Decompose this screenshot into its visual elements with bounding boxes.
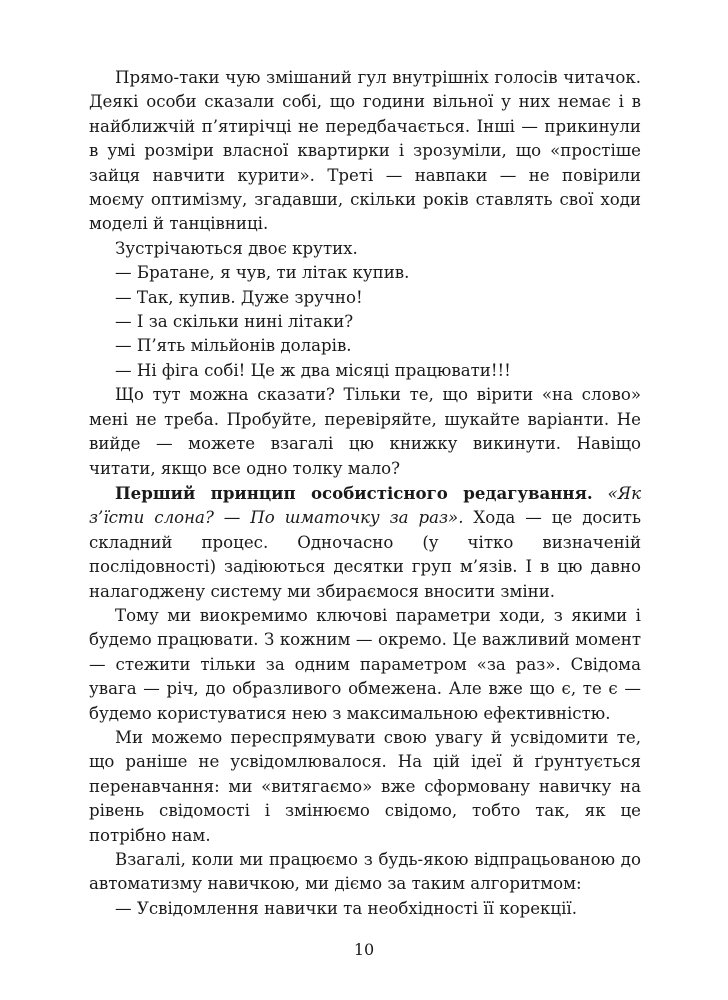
paragraph-first-principle xyxy=(89,481,641,604)
paragraph-try-it: Що тут можна сказати? Тільки те, що вірити «на слово» мені не треба. Пробуйте, перевіряйте, шукайте варіанти. Не вийде — можете взагалі цю книжку викинути. Навіщо читати, якщо все одно толку мало? xyxy=(89,385,641,478)
dialogue-line: — Так, купив. Дуже зручно! xyxy=(115,287,363,307)
paragraph-attention: Ми можемо переспрямувати свою увагу й усвідомити те, що раніше не усвідомлювалося. На цій ідеї й ґрунтується перенавчання: ми «витягаємо» вже сформовану навичку на рівень свідомості і змінюємо свідомо, тобто так, як це потрібно нам. xyxy=(89,727,641,845)
dialogue-line: — П’ять мільйонів доларів. xyxy=(115,336,352,356)
paragraph-joke-intro: Зустрічаються двоє крутих. xyxy=(115,238,358,258)
principle-heading: Перший принцип особистісного редагування. xyxy=(115,482,593,503)
dialogue-line: — Ні фіга собі! Це ж два місяці працювати!!! xyxy=(115,360,511,380)
paragraph-parameters: Тому ми виокремимо ключові параметри ходи, з якими і будемо працювати. З кожним — окремо. Це важливий момент — стежити тільки за одним параметром «за раз». Свідома увага — річ, до образливого обмежена. Але вже що є, те є — будемо користуватися нею з максимальною ефективністю. xyxy=(89,605,641,723)
page-number: 10 xyxy=(353,940,375,959)
principle-quote: «Як з’їсти слона? — По шматочку за раз». xyxy=(89,483,641,528)
principle-text: Хода — це досить складний процес. Одночасно (у чітко визначеній послідовності) задіюються десятки груп м’язів. І в цю давно налагоджену систему ми збираємося вносити зміни. xyxy=(89,508,641,601)
paragraph-step-one: — Усвідомлення навички та необхідності її корекції. xyxy=(115,898,577,918)
paragraph-algorithm: Взагалі, коли ми працюємо з будь-якою відпрацьованою до автоматизму навичкою, ми діємо за таким алгоритмом: xyxy=(89,850,641,894)
dialogue-line: — І за скільки нині літаки? xyxy=(115,312,354,332)
paragraph-intro: Прямо-таки чую змішаний гул внутрішніх голосів читачок. Деякі особи сказали собі, що години вільної у них немає і в найближчій п’ятирічці не передбачається. Інші — прикинули в умі розміри власної квартирки і зрозуміли, що «простіше зайця навчити курити». Треті — навпаки — не повірили моєму оптимізму, згадавши, скільки років ставлять свої ходи моделі й танцівниці. xyxy=(89,68,641,234)
dialogue-line: — Братане, я чув, ти літак купив. xyxy=(115,263,410,283)
page-body xyxy=(89,66,641,921)
